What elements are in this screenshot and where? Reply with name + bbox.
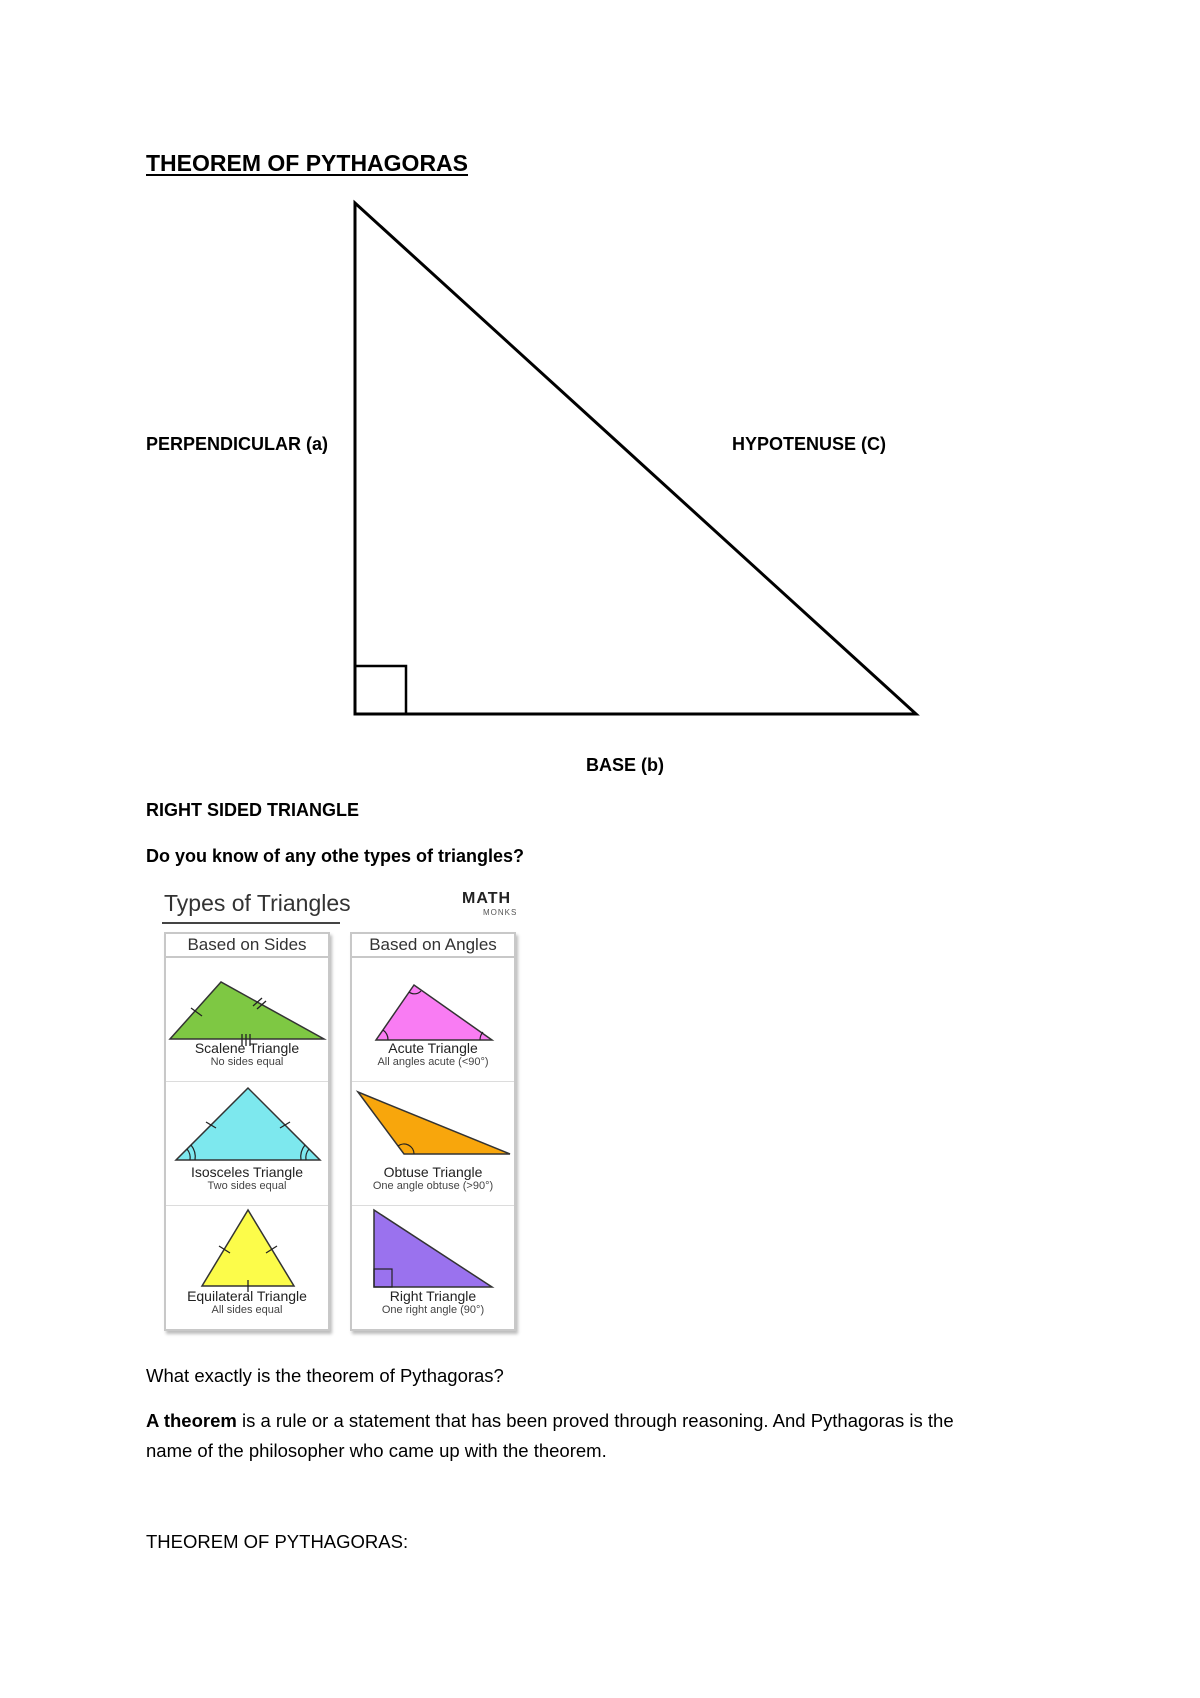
hypotenuse-label: HYPOTENUSE (C): [732, 434, 887, 454]
triangle-card-isosceles: [166, 1082, 328, 1206]
perpendicular-label: PERPENDICULAR (a): [146, 434, 329, 454]
triangle-description: No sides equal: [210, 1056, 284, 1068]
triangle-name: Acute Triangle: [388, 1040, 478, 1056]
question-heading: Do you know of any othe types of triangles?: [146, 846, 525, 866]
triangle-name: Obtuse Triangle: [383, 1164, 483, 1180]
math-monks-logo: MATH: [462, 890, 512, 907]
page-title: THEOREM OF PYTHAGORAS: [146, 150, 469, 176]
column-based-on-sides: [164, 932, 330, 1331]
diagram-caption: RIGHT SIDED TRIANGLE: [146, 800, 360, 820]
triangle-description: All angles acute (<90°): [377, 1056, 489, 1068]
definition-line-1: [146, 1410, 954, 1432]
footer-heading: THEOREM OF PYTHAGORAS:: [146, 1531, 409, 1552]
question-what-is-theorem: What exactly is the theorem of Pythagoras?: [146, 1365, 504, 1386]
triangle-name: Equilateral Triangle: [187, 1288, 307, 1304]
column-heading: Based on Angles: [352, 934, 514, 958]
triangle-card-acute: [352, 958, 514, 1082]
column-heading: Based on Sides: [166, 934, 328, 958]
triangle-description: One right angle (90°): [381, 1304, 485, 1316]
types-of-triangles-infographic: [160, 884, 520, 1336]
triangle-card-obtuse: [352, 1082, 514, 1206]
triangle-description: All sides equal: [211, 1304, 283, 1316]
right-triangle: [355, 203, 916, 714]
triangle-card-right: [352, 1206, 514, 1329]
infographic-title-underline: [162, 922, 340, 924]
math-monks-logo-sub: MONKS: [483, 908, 518, 917]
triangle-name: Right Triangle: [389, 1288, 477, 1304]
triangle-name: Isosceles Triangle: [190, 1164, 304, 1180]
infographic-title: Types of Triangles: [164, 890, 351, 916]
triangle-card-equilateral: [166, 1206, 328, 1329]
base-label: BASE (b): [586, 755, 664, 775]
definition-term: theorem: [163, 1410, 237, 1431]
definition-text: is a rule or a statement that has been proved through reasoning. And Pythagoras is the: [236, 1410, 954, 1431]
triangle-name: Scalene Triangle: [194, 1040, 300, 1056]
definition-line-2: name of the philosopher who came up with the theorem.: [146, 1440, 607, 1461]
column-based-on-angles: [350, 932, 516, 1331]
triangle-description: Two sides equal: [207, 1180, 287, 1192]
right-angle-marker: [355, 666, 406, 714]
triangle-card-scalene: [166, 958, 328, 1082]
triangle-description: One angle obtuse (>90°): [372, 1180, 494, 1192]
definition-article: A: [146, 1410, 164, 1431]
right-triangle-diagram: [0, 0, 1200, 760]
